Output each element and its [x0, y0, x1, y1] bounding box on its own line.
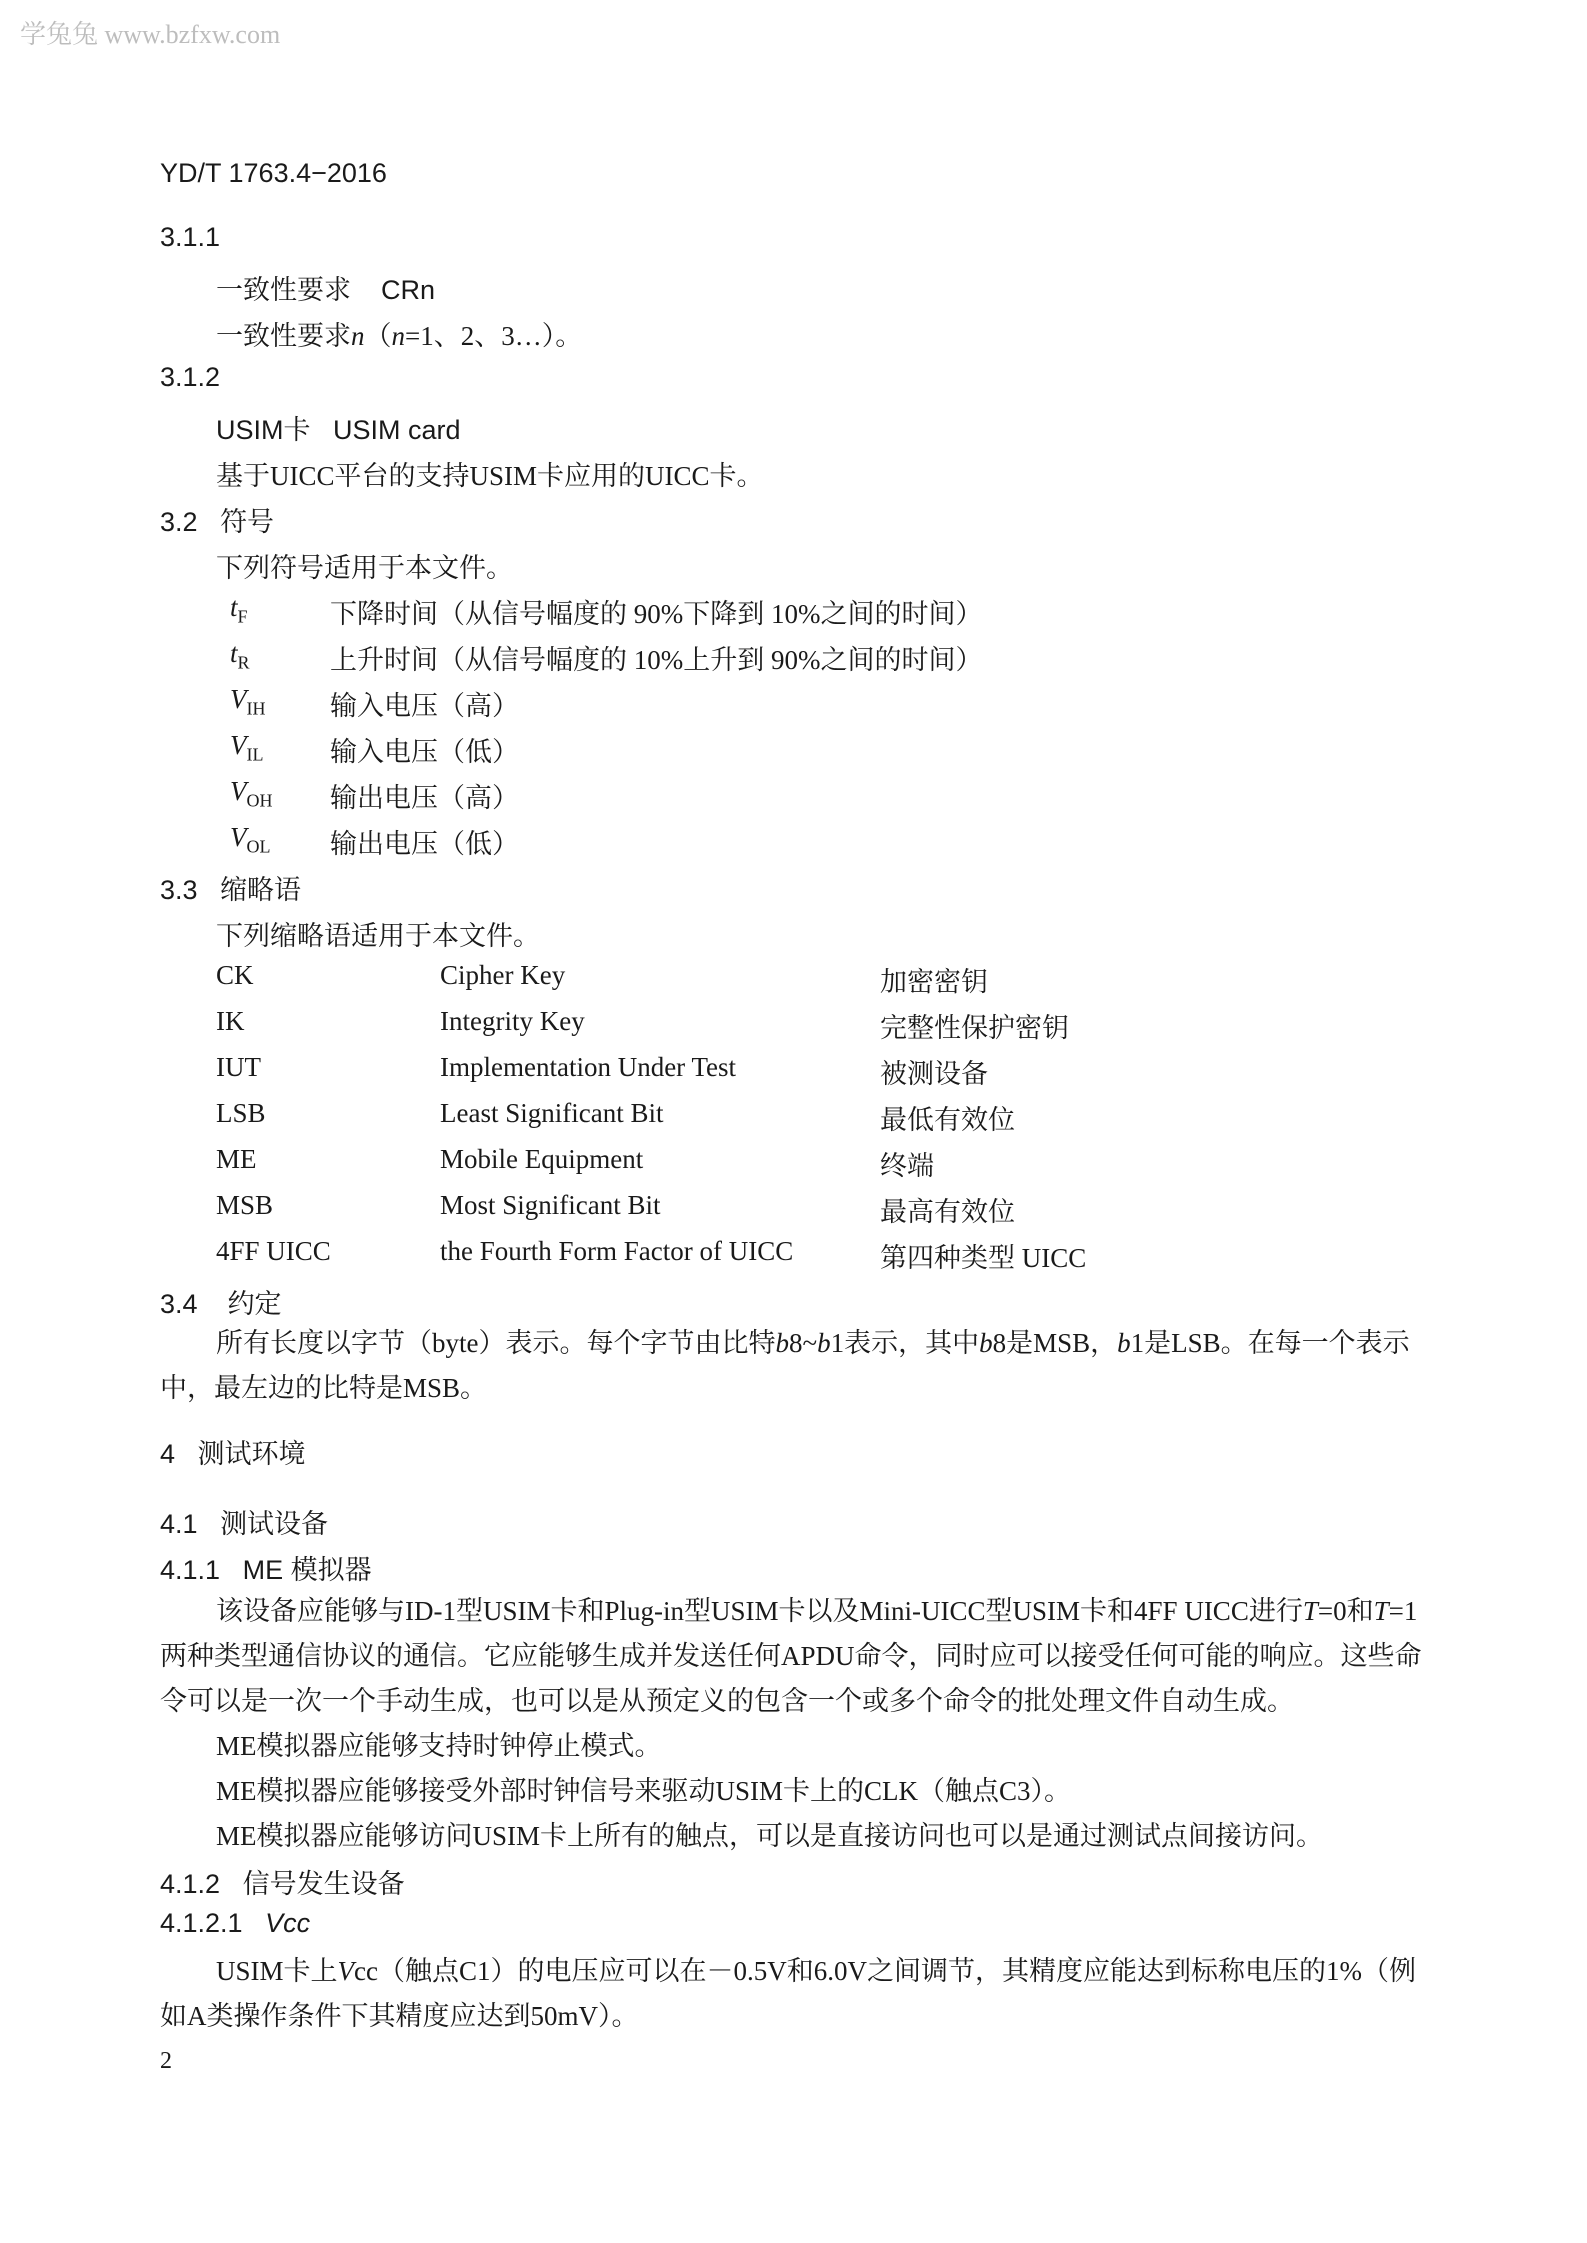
abbreviation: CK	[216, 960, 254, 990]
clause-number-3-1-1: 3.1.1	[160, 222, 221, 252]
para-var: T	[1373, 1596, 1389, 1626]
section-title: 符号	[220, 507, 275, 537]
vcc-paragraph	[160, 1949, 1430, 2039]
section-heading-4-1-2	[160, 1862, 405, 1901]
para-var: b	[817, 1328, 831, 1358]
symbol-description: 输入电压（高）	[330, 691, 519, 721]
para-var: b	[979, 1328, 993, 1358]
document-id: YD/T 1763.4−2016	[160, 158, 387, 188]
para-text: 所有长度以字节（byte）表示。每个字节由比特	[216, 1328, 776, 1358]
term-en: USIM card	[333, 415, 461, 445]
abbreviation: IK	[216, 1006, 245, 1036]
abbreviation-english: Most Significant Bit	[440, 1190, 661, 1220]
para-text: USIM卡上	[216, 1956, 338, 1986]
abbreviation: 4FF UICC	[216, 1236, 331, 1266]
section-number: 4.1.1	[160, 1555, 221, 1585]
para-text: 8是MSB，	[992, 1328, 1118, 1358]
section-heading-4-1-1	[160, 1548, 372, 1587]
section-title: 信号发生设备	[242, 1869, 405, 1899]
def-text: =1、2、3…）。	[405, 321, 583, 351]
para-text: 该设备应能够与ID-1型USIM卡和Plug-in型USIM卡以及Mini-UICC型USIM卡和4FF UICC进行	[216, 1596, 1303, 1626]
def-var: n	[351, 321, 365, 351]
abbreviation-chinese: 完整性保护密钥	[880, 1013, 1069, 1043]
conventions-paragraph	[160, 1321, 1430, 1411]
symbol-subscript: R	[237, 652, 250, 673]
symbol-letter: V	[230, 684, 247, 714]
symbol-subscript: IL	[246, 744, 264, 765]
section-title: 测试环境	[197, 1439, 306, 1469]
para-text: 8~	[789, 1328, 818, 1358]
definition-3-1-2: 基于UICC平台的支持USIM卡应用的UICC卡。	[216, 461, 764, 491]
abbreviation-chinese: 被测设备	[880, 1059, 988, 1089]
clause-number-3-1-2: 3.1.2	[160, 362, 221, 392]
abbreviation-chinese: 最低有效位	[880, 1105, 1015, 1135]
me-simulator-paragraph-1	[160, 1589, 1430, 1724]
section-title: ME 模拟器	[242, 1555, 372, 1585]
me-simulator-paragraph-4: ME模拟器应能够访问USIM卡上所有的触点，可以是直接访问也可以是通过测试点间接访问。	[216, 1821, 1324, 1851]
symbol-letter: V	[230, 730, 247, 760]
page-number: 2	[160, 2048, 172, 2074]
section-number: 4.1	[160, 1509, 198, 1539]
para-text: =0和	[1317, 1596, 1374, 1626]
abbreviation: MSB	[216, 1190, 274, 1220]
section-number: 4.1.2.1	[160, 1908, 243, 1938]
abbreviation: IUT	[216, 1052, 261, 1082]
term-conformance-requirement	[216, 268, 435, 307]
def-var: n	[391, 321, 405, 351]
abbreviation-english: Cipher Key	[440, 960, 566, 990]
section-heading-4-1-2-1	[160, 1908, 310, 1939]
symbol-letter: t	[230, 638, 238, 668]
para-var: T	[1302, 1596, 1318, 1626]
section-title: 测试设备	[220, 1509, 329, 1539]
section-number: 3.2	[160, 507, 198, 537]
term-usim-card	[216, 408, 461, 447]
para-text: 1表示，其中	[830, 1328, 980, 1358]
symbol-description: 输出电压（高）	[330, 783, 519, 813]
abbreviation: ME	[216, 1144, 257, 1174]
watermark: 学兔兔 www.bzfxw.com	[20, 20, 281, 49]
term-zh: 一致性要求	[216, 275, 351, 305]
section-number: 3.3	[160, 875, 198, 905]
symbol	[230, 776, 273, 811]
symbols-intro: 下列符号适用于本文件。	[216, 553, 513, 583]
symbol	[230, 822, 271, 857]
def-text: （	[364, 321, 392, 351]
section-number: 4	[160, 1439, 176, 1469]
section-heading-3-2	[160, 500, 274, 539]
para-text: cc（触点C1）的电压应可以在－0.5V和6.0V之间调节，其精度应能达到标称电压的1%（例如A类操作条件下其精度应达到50mV）。	[160, 1956, 1416, 2031]
symbol-subscript: OH	[246, 790, 273, 811]
term-zh: USIM卡	[216, 415, 311, 445]
section-number: 4.1.2	[160, 1869, 221, 1899]
abbreviation-chinese: 最高有效位	[880, 1197, 1015, 1227]
abbreviation-english: the Fourth Form Factor of UICC	[440, 1236, 794, 1266]
symbol-description: 输入电压（低）	[330, 737, 519, 767]
section-number: 3.4	[160, 1289, 198, 1319]
abbreviations-intro: 下列缩略语适用于本文件。	[216, 921, 540, 951]
abbreviation-english: Implementation Under Test	[440, 1052, 737, 1082]
me-simulator-paragraph-3: ME模拟器应能够接受外部时钟信号来驱动USIM卡上的CLK（触点C3）。	[216, 1776, 1072, 1806]
para-var: b	[775, 1328, 789, 1358]
def-text: 一致性要求	[216, 321, 351, 351]
section-title: Vcc	[265, 1908, 311, 1938]
symbol-description: 下降时间（从信号幅度的 90%下降到 10%之间的时间）	[330, 599, 983, 629]
section-heading-4-1	[160, 1502, 328, 1541]
abbreviation-english: Mobile Equipment	[440, 1144, 644, 1174]
term-en: CRn	[381, 275, 436, 305]
symbol-letter: t	[230, 592, 238, 622]
symbol-description: 上升时间（从信号幅度的 10%上升到 90%之间的时间）	[330, 645, 983, 675]
section-heading-3-3	[160, 868, 301, 907]
abbreviation-english: Least Significant Bit	[440, 1098, 664, 1128]
symbol-subscript: OL	[246, 836, 271, 857]
symbol	[230, 592, 248, 627]
symbol	[230, 730, 264, 765]
symbol-letter: V	[230, 822, 247, 852]
symbol-description: 输出电压（低）	[330, 829, 519, 859]
abbreviation-chinese: 终端	[880, 1151, 934, 1181]
section-title: 缩略语	[220, 875, 302, 905]
symbol-letter: V	[230, 776, 247, 806]
para-text: =1两种类型通信协议的通信。它应能够生成并发送任何APDU命令，同时应可以接受任何可能的响应。这些命令可以是一次一个手动生成，也可以是从预定义的包含一个或多个命令的批处理文件自动生成。	[160, 1596, 1422, 1716]
symbol	[230, 638, 250, 673]
symbol-subscript: F	[237, 606, 248, 627]
definition-3-1-1	[216, 314, 582, 353]
symbol-subscript: IH	[246, 698, 266, 719]
symbol	[230, 684, 266, 719]
section-title: 约定	[227, 1289, 282, 1319]
me-simulator-paragraph-2: ME模拟器应能够支持时钟停止模式。	[216, 1731, 662, 1761]
para-text: 1是LSB。在每一个表示中，最左边的比特是MSB。	[160, 1328, 1410, 1403]
abbreviation: LSB	[216, 1098, 266, 1128]
para-var: b	[1117, 1328, 1131, 1358]
abbreviation-chinese: 第四种类型 UICC	[880, 1243, 1087, 1273]
abbreviation-chinese: 加密密钥	[880, 967, 988, 997]
abbreviation-english: Integrity Key	[440, 1006, 585, 1036]
para-var: V	[337, 1956, 355, 1986]
section-heading-4	[160, 1432, 306, 1471]
section-heading-3-4	[160, 1282, 282, 1321]
